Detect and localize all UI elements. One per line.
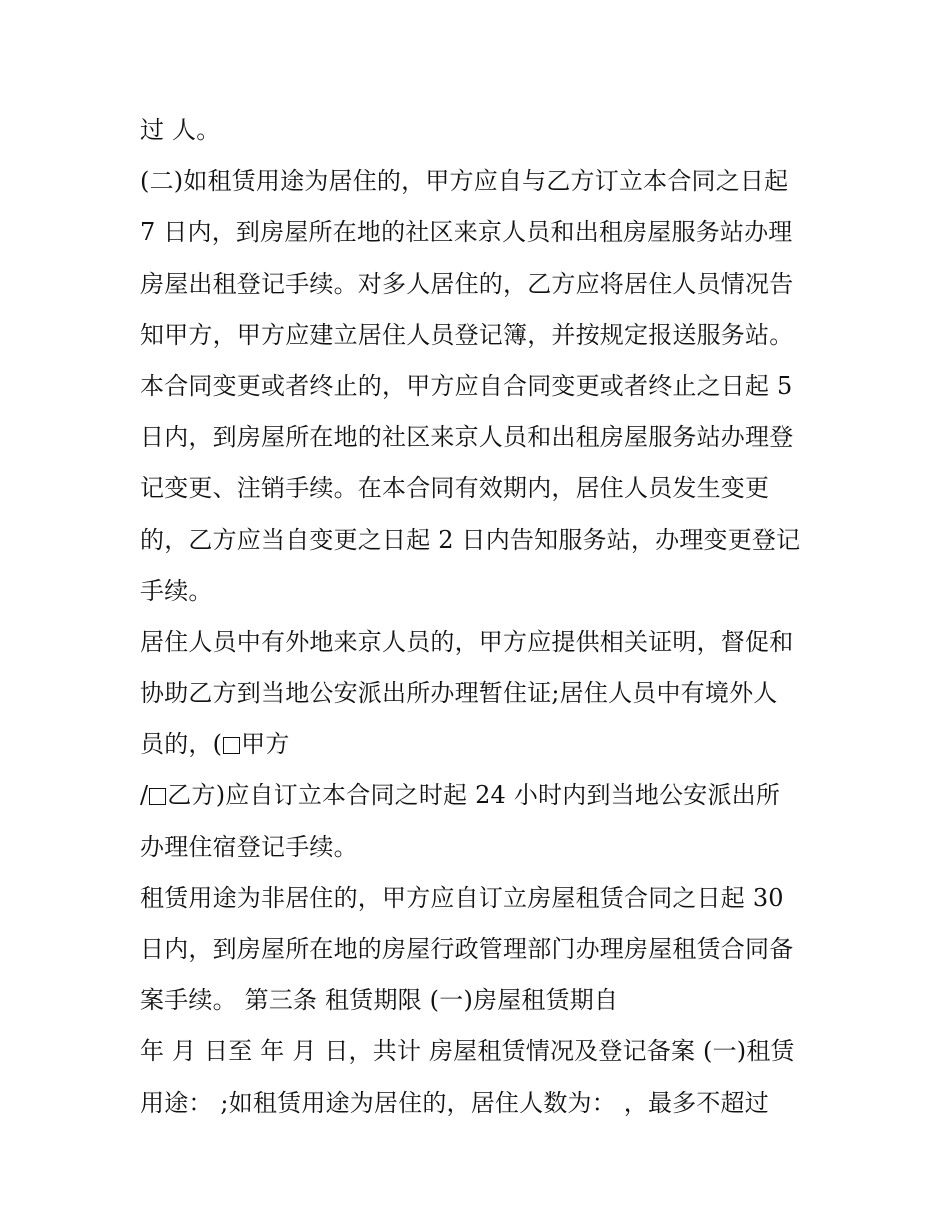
text-line: 知甲方，甲方应建立居住人员登记簿，并按规定报送服务站。 [140, 320, 794, 349]
text-line: 日内，到房屋所在地的房屋行政管理部门办理房屋租赁合同备 [140, 935, 794, 963]
text-segment: 乙方)应自订立本合同之时起 24 小时内到当地公安派出所 [167, 781, 781, 810]
text-segment: 员的，( [140, 730, 223, 759]
text-line: 日内，到房屋所在地的社区来京人员和出租房屋服务站办理登 [140, 423, 794, 452]
text-line: 记变更、注销手续。在本合同有效期内，居住人员发生变更 [140, 474, 770, 503]
text-line: 租赁用途为非居住的，甲方应自订立房屋租赁合同之日起 30 [140, 883, 784, 912]
text-line: 年 月 日至 年 月 日，共计 房屋租赁情况及登记备案 (一)租赁 [140, 1037, 795, 1066]
text-line: 7 日内，到房屋所在地的社区来京人员和出租房屋服务站办理 [140, 218, 793, 247]
text-line-checkbox-party-a [140, 719, 820, 770]
text-line: 过 人。 [140, 116, 221, 144]
text-line: 居住人员中有外地来京人员的，甲方应提供相关证明，督促和 [140, 627, 794, 656]
text-line: 手续。 [140, 576, 213, 605]
text-segment: / [140, 781, 149, 810]
text-line: 用途： ;如租赁用途为居住的，居住人数为： ，最多不超过 [140, 1088, 769, 1117]
text-line: 协助乙方到当地公安派出所办理暂住证;居住人员中有境外人 [140, 679, 778, 708]
text-line: 房屋出租登记手续。对多人居住的，乙方应将居住人员情况告 [140, 269, 794, 298]
text-line: 办理住宿登记手续。 [140, 832, 358, 861]
text-line: 案手续。 第三条 租赁期限 (一)房屋租赁期自 [140, 986, 619, 1015]
text-segment: 甲方 [241, 730, 290, 759]
party-b-checkbox[interactable] [149, 788, 166, 805]
party-a-checkbox[interactable] [223, 737, 240, 754]
text-line: 本合同变更或者终止的，甲方应自合同变更或者终止之日起 5 [140, 371, 793, 400]
text-line: (二)如租赁用途为居住的，甲方应自与乙方订立本合同之日起 [140, 167, 789, 196]
text-line-checkbox-party-b [140, 770, 820, 821]
contract-text [140, 105, 820, 1129]
text-line: 的，乙方应当自变更之日起 2 日内告知服务站，办理变更登记 [140, 525, 801, 554]
